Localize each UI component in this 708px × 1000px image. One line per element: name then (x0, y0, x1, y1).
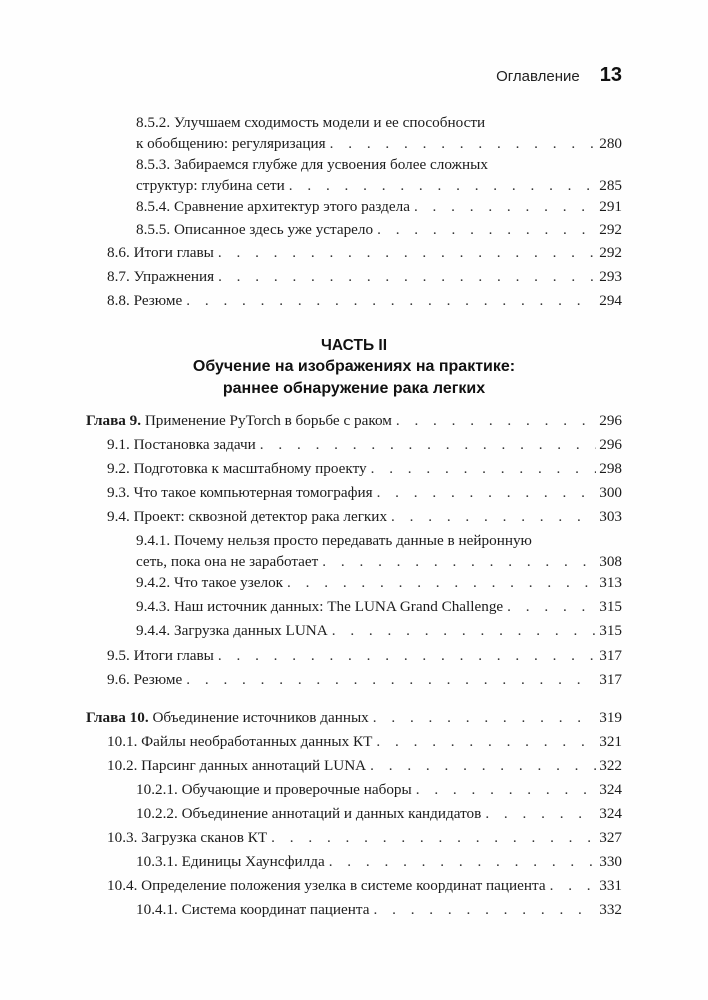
toc-entry-title: 9.2. Подготовка к масштабному проекту (107, 460, 367, 477)
part-title-line2: раннее обнаружение рака легких (222, 380, 486, 397)
toc-entry-title: 8.7. Упражнения (107, 268, 215, 285)
toc-entry-page: 331 (599, 877, 622, 894)
toc-entry-title-line2: структур: глубина сети (136, 177, 285, 194)
toc-entry-page: 298 (599, 460, 622, 477)
toc-entry-page: 308 (599, 553, 622, 570)
dot-leader (289, 175, 596, 196)
dot-leader (330, 133, 597, 154)
toc-entry-page: 285 (599, 177, 622, 194)
toc-entry (107, 875, 622, 896)
toc-entry-page: 313 (599, 574, 622, 591)
toc-entry-title: Применение PyTorch в борьбе с раком (144, 412, 392, 429)
toc-entry-title: 10.2.1. Обучающие и проверочные наборы (136, 781, 412, 798)
toc-chapter-entry (86, 707, 622, 728)
toc-entry-title: 9.1. Постановка задачи (107, 436, 256, 453)
toc-entry-page: 332 (599, 901, 622, 918)
toc-entry (107, 645, 622, 666)
part-title-line1: Обучение на изображениях на практике: (192, 358, 516, 375)
toc-entry-page: 321 (599, 733, 622, 750)
dot-leader (332, 620, 596, 641)
dot-leader (186, 290, 596, 311)
toc-entry-title: 9.4. Проект: сквозной детектор рака легких (107, 508, 388, 525)
toc-entry-page: 280 (599, 135, 622, 152)
dot-leader (371, 458, 597, 479)
toc-entry-page: 294 (599, 292, 622, 309)
toc-entry (107, 506, 622, 527)
toc-entry-page: 319 (599, 709, 622, 726)
toc-entry-page: 292 (599, 244, 622, 261)
toc-entry-title: 10.4.1. Система координат пациента (136, 901, 370, 918)
chapter-number: Глава 9. (86, 412, 142, 429)
toc-entry-page: 315 (599, 598, 622, 615)
toc-entry-title: 10.3.1. Единицы Хаунсфилда (136, 853, 325, 870)
toc-entry-title: 9.6. Резюме (107, 671, 183, 688)
toc-chapter-entry (86, 410, 622, 431)
dot-leader (260, 434, 596, 455)
toc-entry-title: Объединение источников данных (152, 709, 369, 726)
running-head (496, 64, 622, 87)
toc-entry-title: 9.4.2. Что такое узелок (136, 574, 284, 591)
toc-entry-title-line1: 9.4.1. Почему нельзя просто передавать данные в нейронную (136, 532, 532, 549)
toc-entry (136, 899, 622, 920)
toc-entry (136, 596, 622, 617)
toc-entry-title: 9.5. Итоги главы (107, 647, 214, 664)
dot-leader (271, 827, 596, 848)
dot-leader (287, 572, 596, 593)
dot-leader (391, 506, 596, 527)
toc-entry-title: 8.5.4. Сравнение архитектур этого раздела (136, 198, 410, 215)
part-label: ЧАСТЬ II (320, 337, 388, 354)
toc-entry (136, 779, 622, 800)
toc-entry-page: 317 (599, 647, 622, 664)
dot-leader (485, 803, 596, 824)
dot-leader (218, 266, 596, 287)
dot-leader (377, 482, 597, 503)
toc-entry (107, 731, 622, 752)
toc-entry-title: 10.3. Загрузка сканов КТ (107, 829, 268, 846)
part-heading (86, 335, 622, 400)
toc-entry (107, 458, 622, 479)
toc-entry (136, 154, 622, 196)
dot-leader (218, 645, 596, 666)
toc-entry-page: 330 (599, 853, 622, 870)
toc-entry (136, 620, 622, 641)
dot-leader (186, 669, 596, 690)
dot-leader (373, 707, 596, 728)
toc-entry-title: 10.1. Файлы необработанных данных КТ (107, 733, 373, 750)
toc-entry (107, 242, 622, 263)
dot-leader (550, 875, 597, 896)
toc-entry (136, 530, 622, 572)
dot-leader (370, 755, 596, 776)
toc-entry (136, 572, 622, 593)
toc-entry-page: 327 (599, 829, 622, 846)
dot-leader (322, 551, 596, 572)
toc-entry-page: 292 (599, 221, 622, 238)
toc-entry-title: 10.2.2. Объединение аннотаций и данных кандидатов (136, 805, 482, 822)
toc-entry (107, 755, 622, 776)
toc-entry-title: 9.4.4. Загрузка данных LUNA (136, 622, 328, 639)
toc-entry-page: 317 (599, 671, 622, 688)
dot-leader (396, 410, 596, 431)
toc-entry-page: 322 (599, 757, 622, 774)
toc-entry-title-line2: сеть, пока она не заработает (136, 553, 319, 570)
toc-entry (107, 827, 622, 848)
toc-entry-page: 291 (599, 198, 622, 215)
toc-entry-title: 10.4. Определение положения узелка в системе координат пациента (107, 877, 546, 894)
chapter-number: Глава 10. (86, 709, 149, 726)
toc-entry-page: 300 (599, 484, 622, 501)
toc-entry (107, 434, 622, 455)
toc-entry-title-line1: 8.5.3. Забираемся глубже для усвоения более сложных (136, 156, 488, 173)
toc-entry-page: 303 (599, 508, 622, 525)
toc-entry (136, 112, 622, 154)
toc-entry-title: 8.8. Резюме (107, 292, 183, 309)
toc-entry (136, 219, 622, 240)
toc-entry-title-line2: к обобщению: регуляризация (136, 135, 326, 152)
toc-entry-title: 9.4.3. Наш источник данных: The LUNA Grand Challenge (136, 598, 504, 615)
toc-entry-title: 8.6. Итоги главы (107, 244, 214, 261)
toc-entry-title: 8.5.5. Описанное здесь уже устарело (136, 221, 374, 238)
dot-leader (416, 779, 597, 800)
toc-entry-page: 315 (599, 622, 622, 639)
dot-leader (376, 731, 596, 752)
dot-leader (507, 596, 596, 617)
toc-entry-page: 296 (599, 412, 622, 429)
toc-entry-page: 324 (599, 781, 622, 798)
toc-entry (107, 669, 622, 690)
toc-entry-title: 10.2. Парсинг данных аннотаций LUNA (107, 757, 367, 774)
toc-entry-page: 324 (599, 805, 622, 822)
toc-entry-title: 9.3. Что такое компьютерная томография (107, 484, 373, 501)
dot-leader (414, 196, 596, 217)
dot-leader (374, 899, 597, 920)
toc-entry (107, 266, 622, 287)
toc-entry (136, 803, 622, 824)
toc-entry (136, 851, 622, 872)
toc-entry-title-line1: 8.5.2. Улучшаем сходимость модели и ее способности (136, 114, 486, 131)
toc-entry (107, 482, 622, 503)
toc-entry (136, 196, 622, 217)
page-number: 13 (599, 64, 622, 86)
dot-leader (218, 242, 596, 263)
toc-entry-page: 293 (599, 268, 622, 285)
toc-entry (107, 290, 622, 311)
running-head-title: Оглавление (496, 68, 580, 85)
dot-leader (329, 851, 597, 872)
toc-entry-page: 296 (599, 436, 622, 453)
dot-leader (377, 219, 596, 240)
